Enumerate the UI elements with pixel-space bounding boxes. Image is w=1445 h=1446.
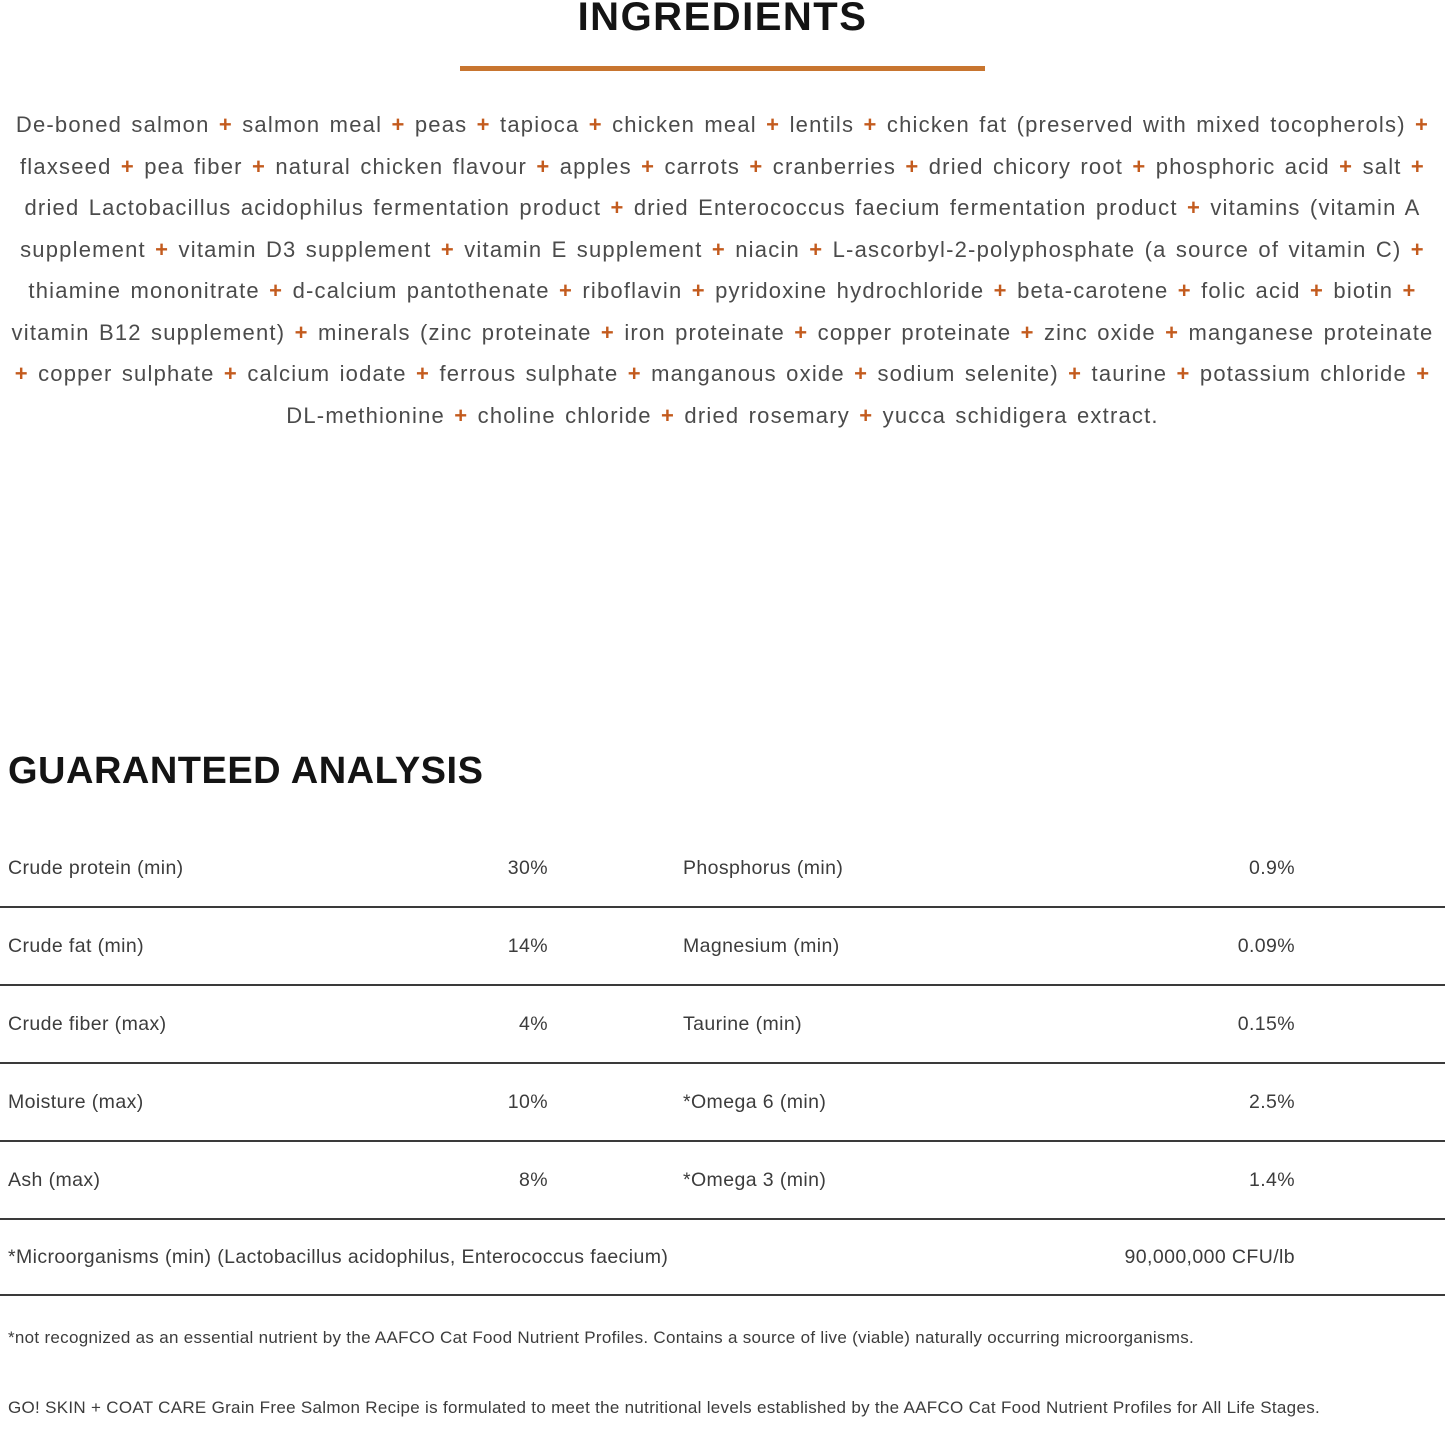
plus-separator: + <box>702 236 736 262</box>
ingredient-item: zinc oxide <box>1043 319 1156 345</box>
plus-separator: + <box>14 361 39 386</box>
ingredient-item: dried chicory root <box>928 153 1124 179</box>
plus-separator: + <box>444 402 478 428</box>
plus-separator: + <box>1168 278 1202 303</box>
ingredient-item: potassium chloride <box>1199 361 1407 386</box>
ingredient-item: calcium iodate <box>247 361 407 386</box>
plus-separator: + <box>285 319 318 345</box>
plus-separator: + <box>1329 153 1363 179</box>
ingredient-item: dried Enterococcus faecium fermentation product <box>633 195 1178 220</box>
ingredient-item: tapioca <box>500 112 580 137</box>
guaranteed-analysis-table <box>0 830 1445 1296</box>
plus-separator: + <box>631 153 665 179</box>
plus-separator: + <box>682 278 716 303</box>
analysis-left-label: Ash (max) <box>8 1168 101 1191</box>
plus-separator: + <box>1406 361 1431 386</box>
plus-separator: + <box>618 361 652 386</box>
ingredient-item: salmon meal <box>242 112 383 137</box>
plus-separator: + <box>756 112 790 137</box>
analysis-right-value: 2.5% <box>1248 1090 1295 1113</box>
ingredient-item: d-calcium pantothenate <box>292 278 550 303</box>
analysis-right-value: 0.9% <box>1248 856 1295 879</box>
ingredients-title: INGREDIENTS <box>577 0 868 39</box>
analysis-left-value: 14% <box>507 934 548 957</box>
plus-separator: + <box>549 278 583 303</box>
ingredient-item: carrots <box>664 153 741 179</box>
plus-separator: + <box>896 153 929 179</box>
plus-separator: + <box>579 112 613 137</box>
plus-separator: + <box>1177 195 1211 220</box>
ingredient-item: L-ascorbyl-2-polyphosphate (a source of vitamin C) <box>832 236 1402 262</box>
ingredient-item: dried Lactobacillus acidophilus fermentation product <box>24 195 602 220</box>
analysis-left-label: Crude fat (min) <box>8 934 145 957</box>
analysis-right-value: 0.15% <box>1237 1012 1295 1035</box>
plus-separator: + <box>591 319 625 345</box>
microorganisms-value: 90,000,000 CFU/lb <box>1124 1245 1295 1268</box>
plus-separator: + <box>1011 319 1044 345</box>
plus-separator: + <box>1401 236 1425 262</box>
ingredient-item: sodium selenite) <box>877 361 1059 386</box>
ingredient-item: minerals (zinc proteinate <box>317 319 592 345</box>
microorganisms-label: *Microorganisms (min) (Lactobacillus acidophilus, Enterococcus faecium) <box>8 1245 669 1268</box>
ingredient-item: niacin <box>735 236 800 262</box>
ingredient-item: dried rosemary <box>684 402 850 428</box>
plus-separator: + <box>382 112 415 137</box>
ingredients-underline-rule <box>460 66 985 71</box>
plus-separator: + <box>259 278 293 303</box>
ingredient-item: folic acid <box>1201 278 1301 303</box>
plus-separator: + <box>145 236 179 262</box>
ingredient-item: flaxseed <box>20 153 112 179</box>
ingredient-item: yucca schidigera extract. <box>882 402 1159 428</box>
ingredient-item: lentils <box>789 112 855 137</box>
analysis-right-label: Phosphorus (min) <box>683 856 844 879</box>
plus-separator: + <box>1405 112 1430 137</box>
ingredient-item: chicken fat (preserved with mixed tocopherols) <box>886 112 1406 137</box>
ingredient-item: peas <box>414 112 468 137</box>
ingredient-item: riboflavin <box>582 278 683 303</box>
plus-separator: + <box>111 153 145 179</box>
plus-separator: + <box>1155 319 1189 345</box>
ingredient-item: biotin <box>1333 278 1394 303</box>
analysis-left-label: Crude protein (min) <box>8 856 184 879</box>
plus-separator: + <box>1167 361 1200 386</box>
ingredient-item: manganese proteinate <box>1188 319 1434 345</box>
plus-separator: + <box>601 195 634 220</box>
analysis-row <box>0 1064 1445 1142</box>
analysis-left-value: 8% <box>519 1168 548 1191</box>
ingredient-item: manganous oxide <box>651 361 845 386</box>
plus-separator: + <box>1058 361 1092 386</box>
analysis-right-label: Magnesium (min) <box>683 934 840 957</box>
guaranteed-analysis-title: GUARANTEED ANALYSIS <box>8 750 484 792</box>
footnote-aafco-nutrient: *not recognized as an essential nutrient by the AAFCO Cat Food Nutrient Profiles. Contains a source of live (viable) naturally occurring microorganisms. <box>8 1328 1195 1347</box>
plus-separator: + <box>209 112 243 137</box>
plus-separator: + <box>784 319 818 345</box>
ingredient-item: pea fiber <box>144 153 243 179</box>
plus-separator: + <box>984 278 1018 303</box>
plus-separator: + <box>431 236 465 262</box>
analysis-row <box>0 1142 1445 1220</box>
plus-separator: + <box>242 153 276 179</box>
analysis-right-value: 1.4% <box>1248 1168 1295 1191</box>
ingredient-item: iron proteinate <box>624 319 785 345</box>
ingredient-item: phosphoric acid <box>1155 153 1330 179</box>
analysis-row <box>0 986 1445 1064</box>
plus-separator: + <box>1123 153 1156 179</box>
ingredient-item: vitamin B12 supplement) <box>11 319 286 345</box>
footnote-formulation-statement: GO! SKIN + COAT CARE Grain Free Salmon Recipe is formulated to meet the nutritional levels established by the AAFCO Cat Food Nutrient Profiles for All Life Stages. <box>8 1398 1321 1417</box>
analysis-left-label: Moisture (max) <box>8 1090 144 1113</box>
plus-separator: + <box>651 402 685 428</box>
analysis-row <box>0 830 1445 908</box>
ingredient-item: beta-carotene <box>1017 278 1169 303</box>
ingredient-item: vitamins (vitamin A supplement <box>20 195 1421 262</box>
ingredient-item: DL-methionine <box>286 402 445 428</box>
ingredient-item: ferrous sulphate <box>439 361 619 386</box>
analysis-left-value: 4% <box>519 1012 548 1035</box>
plus-separator: + <box>527 153 560 179</box>
ingredient-item: chicken meal <box>612 112 757 137</box>
analysis-left-value: 10% <box>507 1090 548 1113</box>
plus-separator: + <box>467 112 501 137</box>
plus-separator: + <box>844 361 878 386</box>
analysis-row <box>0 908 1445 986</box>
ingredient-item: vitamin D3 supplement <box>178 236 432 262</box>
ingredient-item: vitamin E supplement <box>464 236 703 262</box>
ingredient-item: natural chicken flavour <box>275 153 528 179</box>
plus-separator: + <box>406 361 440 386</box>
ingredients-paragraph <box>8 104 1437 480</box>
plus-separator: + <box>1401 153 1425 179</box>
ingredient-item: salt <box>1362 153 1402 179</box>
ingredient-item: thiamine mononitrate <box>28 278 260 303</box>
microorganisms-row <box>0 1220 1445 1296</box>
analysis-left-label: Crude fiber (max) <box>8 1012 167 1035</box>
analysis-right-label: Taurine (min) <box>683 1012 802 1035</box>
ingredient-item: choline chloride <box>477 402 652 428</box>
plus-separator: + <box>214 361 248 386</box>
ingredient-item: copper sulphate <box>38 361 215 386</box>
plus-separator: + <box>854 112 887 137</box>
ingredient-item: pyridoxine hydrochloride <box>715 278 985 303</box>
ingredient-item: copper proteinate <box>817 319 1012 345</box>
analysis-right-label: *Omega 3 (min) <box>683 1168 827 1191</box>
plus-separator: + <box>1300 278 1334 303</box>
plus-separator: + <box>1393 278 1417 303</box>
ingredient-item: taurine <box>1091 361 1168 386</box>
ingredient-item: De-boned salmon <box>15 112 210 137</box>
analysis-right-label: *Omega 6 (min) <box>683 1090 827 1113</box>
analysis-right-value: 0.09% <box>1237 934 1295 957</box>
ingredient-item: apples <box>559 153 632 179</box>
plus-separator: + <box>740 153 773 179</box>
ingredient-item: cranberries <box>772 153 897 179</box>
analysis-left-value: 30% <box>507 856 548 879</box>
plus-separator: + <box>799 236 833 262</box>
plus-separator: + <box>849 402 883 428</box>
